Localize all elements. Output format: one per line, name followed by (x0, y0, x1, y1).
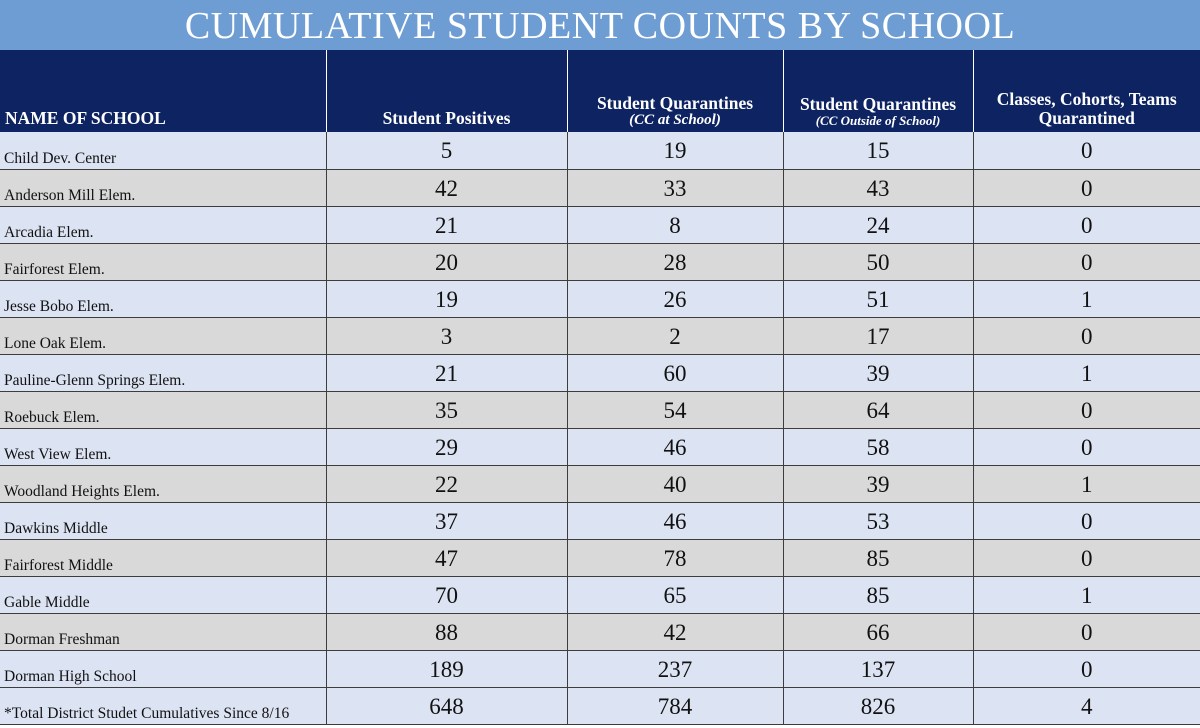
header-student-positives: Student Positives (326, 50, 567, 132)
school-name-cell: Fairforest Elem. (0, 243, 326, 280)
table-row (0, 465, 1200, 502)
quarantine-outside-cell: 85 (783, 576, 973, 613)
positives-cell: 22 (326, 465, 567, 502)
quarantine-school-cell: 40 (567, 465, 783, 502)
table-row (0, 650, 1200, 687)
classes-quarantined-cell: 0 (973, 132, 1200, 169)
quarantine-outside-cell: 39 (783, 465, 973, 502)
quarantine-outside-cell: 58 (783, 428, 973, 465)
quarantine-school-cell: 28 (567, 243, 783, 280)
table-row (0, 206, 1200, 243)
table-body (0, 132, 1200, 724)
total-quarantine-school-cell: 784 (567, 687, 783, 724)
quarantine-school-cell: 19 (567, 132, 783, 169)
quarantine-outside-cell: 66 (783, 613, 973, 650)
classes-quarantined-cell: 1 (973, 280, 1200, 317)
classes-quarantined-cell: 0 (973, 428, 1200, 465)
school-name-cell: Dorman Freshman (0, 613, 326, 650)
header-name-of-school: NAME OF SCHOOL (0, 50, 326, 132)
table-row (0, 502, 1200, 539)
school-name-cell: Pauline-Glenn Springs Elem. (0, 354, 326, 391)
classes-quarantined-cell: 1 (973, 354, 1200, 391)
classes-quarantined-cell: 0 (973, 206, 1200, 243)
header-quarantines-outside-label: Student Quarantines (799, 94, 957, 114)
quarantine-school-cell: 33 (567, 169, 783, 206)
quarantine-school-cell: 8 (567, 206, 783, 243)
classes-quarantined-cell: 1 (973, 576, 1200, 613)
positives-cell: 19 (326, 280, 567, 317)
header-quarantines-at-school (567, 50, 783, 132)
quarantine-outside-cell: 43 (783, 169, 973, 206)
table-row (0, 539, 1200, 576)
school-name-cell: Jesse Bobo Elem. (0, 280, 326, 317)
quarantine-school-cell: 2 (567, 317, 783, 354)
quarantine-school-cell: 65 (567, 576, 783, 613)
quarantine-school-cell: 78 (567, 539, 783, 576)
school-name-cell: Lone Oak Elem. (0, 317, 326, 354)
classes-quarantined-cell: 0 (973, 243, 1200, 280)
positives-cell: 47 (326, 539, 567, 576)
classes-quarantined-cell: 0 (973, 502, 1200, 539)
header-quarantines-at-school-sub: (CC at School) (629, 112, 721, 128)
positives-cell: 42 (326, 169, 567, 206)
school-name-cell: Fairforest Middle (0, 539, 326, 576)
school-name-cell: Roebuck Elem. (0, 391, 326, 428)
student-counts-table (0, 50, 1200, 725)
table-row (0, 169, 1200, 206)
positives-cell: 21 (326, 354, 567, 391)
school-name-cell: Gable Middle (0, 576, 326, 613)
quarantine-outside-cell: 64 (783, 391, 973, 428)
table-row (0, 576, 1200, 613)
quarantine-school-cell: 60 (567, 354, 783, 391)
total-positives-cell: 648 (326, 687, 567, 724)
table-row (0, 280, 1200, 317)
positives-cell: 35 (326, 391, 567, 428)
table-row (0, 354, 1200, 391)
header-quarantines-at-school-label: Student Quarantines (596, 93, 754, 113)
quarantine-school-cell: 237 (567, 650, 783, 687)
total-row (0, 687, 1200, 724)
positives-cell: 70 (326, 576, 567, 613)
quarantine-outside-cell: 15 (783, 132, 973, 169)
quarantine-outside-cell: 53 (783, 502, 973, 539)
quarantine-school-cell: 26 (567, 280, 783, 317)
header-quarantines-outside-school (783, 50, 973, 132)
quarantine-outside-cell: 17 (783, 317, 973, 354)
header-quarantines-outside-sub: (CC Outside of School) (815, 113, 941, 128)
table-row (0, 243, 1200, 280)
positives-cell: 3 (326, 317, 567, 354)
quarantine-outside-cell: 51 (783, 280, 973, 317)
quarantine-outside-cell: 24 (783, 206, 973, 243)
table-row (0, 613, 1200, 650)
positives-cell: 20 (326, 243, 567, 280)
page-title: CUMULATIVE STUDENT COUNTS BY SCHOOL (0, 0, 1200, 50)
positives-cell: 88 (326, 613, 567, 650)
classes-quarantined-cell: 0 (973, 169, 1200, 206)
classes-quarantined-cell: 0 (973, 613, 1200, 650)
positives-cell: 29 (326, 428, 567, 465)
total-school-name-cell: *Total District Studet Cumulatives Since 8/16 (0, 687, 326, 724)
quarantine-school-cell: 46 (567, 502, 783, 539)
school-name-cell: Arcadia Elem. (0, 206, 326, 243)
positives-cell: 37 (326, 502, 567, 539)
school-name-cell: Dorman High School (0, 650, 326, 687)
quarantine-school-cell: 54 (567, 391, 783, 428)
quarantine-outside-cell: 39 (783, 354, 973, 391)
school-name-cell: Child Dev. Center (0, 132, 326, 169)
table-row (0, 391, 1200, 428)
classes-quarantined-cell: 0 (973, 391, 1200, 428)
quarantine-outside-cell: 50 (783, 243, 973, 280)
school-name-cell: Anderson Mill Elem. (0, 169, 326, 206)
school-name-cell: Woodland Heights Elem. (0, 465, 326, 502)
classes-quarantined-cell: 0 (973, 317, 1200, 354)
header-row (0, 50, 1200, 132)
table-row (0, 132, 1200, 169)
quarantine-outside-cell: 137 (783, 650, 973, 687)
quarantine-school-cell: 46 (567, 428, 783, 465)
school-name-cell: West View Elem. (0, 428, 326, 465)
classes-quarantined-cell: 0 (973, 539, 1200, 576)
table-row (0, 317, 1200, 354)
total-quarantine-outside-cell: 826 (783, 687, 973, 724)
quarantine-school-cell: 42 (567, 613, 783, 650)
school-name-cell: Dawkins Middle (0, 502, 326, 539)
total-classes-quarantined-cell: 4 (973, 687, 1200, 724)
table-row (0, 428, 1200, 465)
positives-cell: 21 (326, 206, 567, 243)
positives-cell: 5 (326, 132, 567, 169)
quarantine-outside-cell: 85 (783, 539, 973, 576)
classes-quarantined-cell: 1 (973, 465, 1200, 502)
classes-quarantined-cell: 0 (973, 650, 1200, 687)
positives-cell: 189 (326, 650, 567, 687)
header-classes-quarantined: Classes, Cohorts, Teams Quarantined (973, 50, 1200, 132)
